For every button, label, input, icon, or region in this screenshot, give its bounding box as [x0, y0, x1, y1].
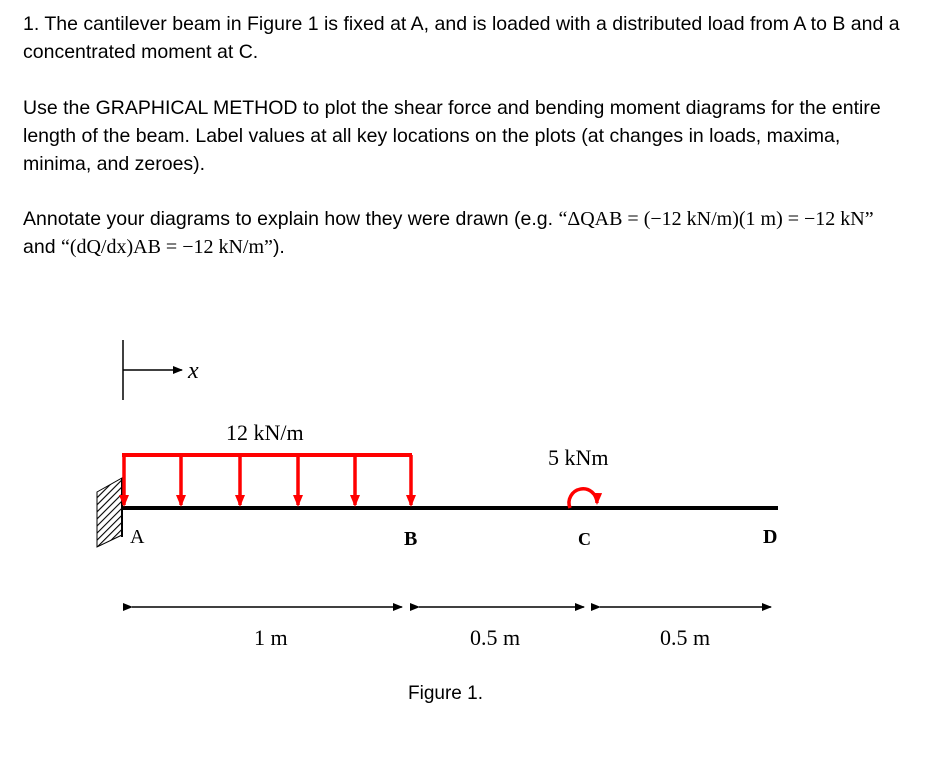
paragraph-3-mid: and — [23, 236, 61, 258]
question-paragraph-1: 1. The cantilever beam in Figure 1 is fixed at A, and is loaded with a distributed load from A to B and a concentrated moment at C. — [23, 13, 900, 63]
dimension-label-cd: 0.5 m — [660, 625, 711, 650]
paragraph-3-prefix: Annotate your diagrams to explain how they were drawn (e.g. — [23, 208, 559, 230]
point-label-a: A — [130, 526, 145, 548]
moment-arrow-icon — [569, 489, 597, 508]
fixed-support-icon — [97, 478, 122, 547]
distributed-load — [122, 455, 412, 505]
x-axis-label: x — [188, 358, 199, 384]
figure-caption: Figure 1. — [408, 683, 483, 704]
point-label-c: C — [578, 529, 591, 549]
distributed-load-label: 12 kN/m — [226, 420, 304, 445]
moment-label: 5 kNm — [548, 445, 609, 470]
example-equation-2: “(dQ/dx)AB = −12 kN/m” — [60, 236, 273, 258]
point-label-d: D — [763, 526, 778, 548]
x-axis-indicator — [123, 340, 199, 400]
paragraph-3-suffix: ). — [272, 236, 285, 258]
dimension-label-bc: 0.5 m — [470, 625, 521, 650]
example-equation-1: “ΔQAB = (−12 kN/m)(1 m) = −12 kN” — [558, 208, 874, 230]
point-label-b: B — [404, 528, 418, 550]
dimension-label-ab: 1 m — [254, 625, 288, 650]
question-paragraph-2: Use the GRAPHICAL METHOD to plot the shear force and bending moment diagrams for the entire length of the beam. Label values at all key locations on the plots (at changes in loads, maxima, minima, and zeroes). — [23, 97, 881, 175]
